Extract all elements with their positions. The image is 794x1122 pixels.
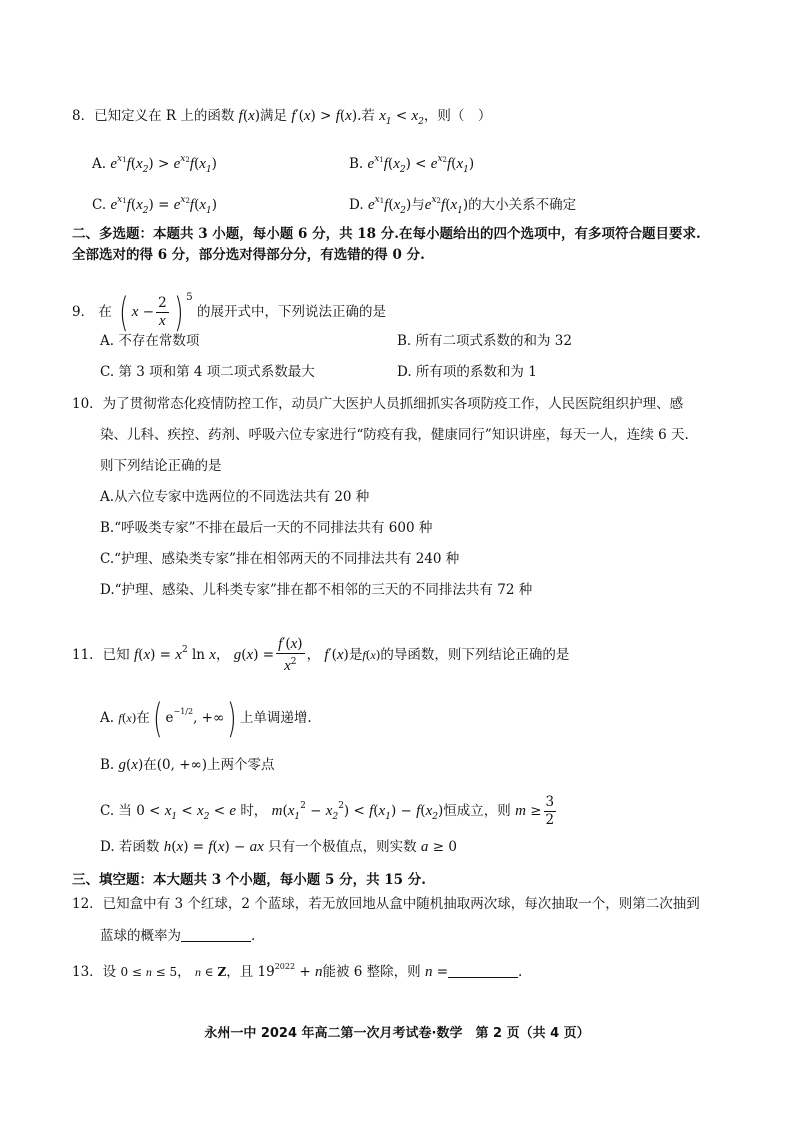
q10-line2: 染、儿科、疾控、药剂、呼吸六位专家进行“防疫有我，健康同行”知识讲座，每天一人，连续 6 天. <box>100 427 689 443</box>
q8-opt-d-tail: 的大小关系不确定 <box>468 197 577 213</box>
q11-option-a: A. f(x)在( $e^{-1/2}$, +∞) 上单调递增. <box>100 695 312 742</box>
q11-a-label: A. <box>100 710 115 726</box>
q9-option-d: D. 所有项的系数和为 1 <box>397 364 537 380</box>
q11-a-in: 在 <box>136 710 150 726</box>
q8-fx: f <box>238 108 243 124</box>
q8-option-a: A. $e^{x1}f(x_2) > e^{x2}f(x_1)$ <box>92 154 217 175</box>
q9-num: 9． <box>72 304 95 320</box>
q13-mid: ， <box>177 964 191 980</box>
q9-stem: 9． 在 ( x − $\frac{2}{x}$ ) $^5$ 的展开式中，下列说法正确的是 <box>72 289 386 336</box>
q8-with: 与 <box>411 197 425 213</box>
q11-c-hold: 恒成立，则 <box>443 803 511 819</box>
q8-stem-b: 满足 <box>260 108 288 124</box>
q13-tail: 能被 6 整除，则 <box>322 964 421 980</box>
q11-option-b: B. g(x)在(0, +∞)上两个零点 <box>100 757 275 773</box>
q13-answer-blank[interactable] <box>448 963 518 978</box>
q13-num: 13．设 <box>72 964 117 980</box>
section-2-heading-line2: 全部选对的得 6 分，部分选对得部分分，有选错的得 0 分. <box>72 247 425 263</box>
q8-stem: 8．已知定义在 R 上的函数 f(x)满足 f′(x) > f(x).若 $x_1 < x_2$，则（ ） <box>72 108 492 127</box>
q8-opt-d-label: D. <box>349 197 364 213</box>
q11-c-label: C. 当 <box>100 803 132 819</box>
q10-option-c: C.“护理、感染类专家”排在相邻两天的不同排法共有 240 种 <box>100 551 460 567</box>
q8-num: 8． <box>72 108 95 124</box>
q8-opt-c-label: C. <box>92 197 107 213</box>
section-3-heading: 三、填空题：本大题共 3 个小题，每小题 5 分，共 15 分. <box>72 872 426 888</box>
q8-option-b: B. $e^{x1}f(x_2) < e^{x2}f(x_1)$ <box>349 154 475 175</box>
q11-c-when: 时， <box>240 803 268 819</box>
q8-opt-a-label: A. <box>92 156 107 172</box>
page-footer: 永州一中 2024 年高二第一次月考试卷·数学 第 2 页（共 4 页） <box>204 1026 590 1041</box>
q11-option-d: D. 若函数 h(x) = f(x) − ax 只有一个极值点，则实数 a ≥ 0 <box>100 839 457 855</box>
q9-post: 的展开式中，下列说法正确的是 <box>196 304 386 320</box>
q9-pre: 在 <box>98 304 112 320</box>
q8-opt-b-label: B. <box>349 156 364 172</box>
q11-d-label: D. 若函数 <box>100 839 160 855</box>
q13-mid2: ，且 <box>226 964 254 980</box>
q13-stem: 13．设 0 ≤ n ≤ 5， n ∈ Z，且 $19^{2022} + n$能被 6 整除，则 n = . <box>72 962 523 980</box>
q8-stem-c: .若 <box>357 108 375 124</box>
q12-line2-text: 蓝球的概率为 <box>100 928 181 944</box>
q11-d-mid: 只有一个极值点，则实数 <box>268 839 417 855</box>
q10-line3: 则下列结论正确的是 <box>100 458 222 474</box>
q10-option-b: B.“呼吸类专家”不排在最后一天的不同排法共有 600 种 <box>100 520 433 536</box>
q12-line1: 12．已知盒中有 3 个红球，2 个蓝球，若无放回地从盒中随机抽取两次球，每次抽取一个，则第二次抽到 <box>72 896 700 912</box>
q11-b-tail: 上两个零点 <box>207 757 275 773</box>
q8-option-d: D. $e^{x1}f(x_2)$与$e^{x2}f(x_1)$的大小关系不确定 <box>349 195 577 216</box>
q11-b-label: B. <box>100 757 115 773</box>
q11-b-text: 在 <box>143 757 157 773</box>
q8-stem-a: 已知定义在 R 上的函数 <box>94 108 235 124</box>
q10-option-d: D.“护理、感染、儿科类专家”排在都不相邻的三天的不同排法共有 72 种 <box>100 582 533 598</box>
q11-tail2: 的导函数，则下列结论正确的是 <box>380 647 570 663</box>
q9-option-b: B. 所有二项式系数的和为 32 <box>397 333 572 349</box>
q11-a-tail: 上单调递增. <box>239 710 312 726</box>
q11-option-c: C. 当 $0 < x_1 < x_2 < e$ 时， $m(x_1^2 - x_2^2) < f(x_1) - f(x_2)$恒成立，则 m ≥ $\frac{3}{2}$ <box>100 794 555 828</box>
q11-num: 11．已知 <box>72 647 130 663</box>
q9-option-c: C. 第 3 项和第 4 项二项式系数最大 <box>100 364 315 380</box>
q10-line1: 10．为了贯彻常态化疫情防控工作，动员广大医护人员抓细抓实各项防疫工作，人民医院组织护理、感 <box>72 396 684 412</box>
q9-option-a: A. 不存在常数项 <box>100 333 200 349</box>
q12-line2: 蓝球的概率为 . <box>100 928 256 944</box>
q8-stem-d: ，则（ ） <box>423 108 492 124</box>
q11-stem: 11．已知 $f(x) = x^2$ ln x， g(x) = $\frac{f'(x)}{x^2}$ ， f′(x)是f(x)的导函数，则下列结论正确的是 <box>72 636 570 674</box>
q10-option-a: A.从六位专家中选两位的不同选法共有 20 种 <box>100 489 370 505</box>
q11-mid: ， <box>215 647 230 663</box>
q11-tail: 是 <box>348 647 363 663</box>
q12-answer-blank[interactable] <box>181 927 251 942</box>
section-2-heading-line1: 二、多选题：本题共 3 小题，每小题 6 分，共 18 分.在每小题给出的四个选项中，有多项符合题目要求. <box>72 226 701 242</box>
q8-option-c: C. $e^{x1}f(x_2) = e^{x2}f(x_1)$ <box>92 195 218 216</box>
